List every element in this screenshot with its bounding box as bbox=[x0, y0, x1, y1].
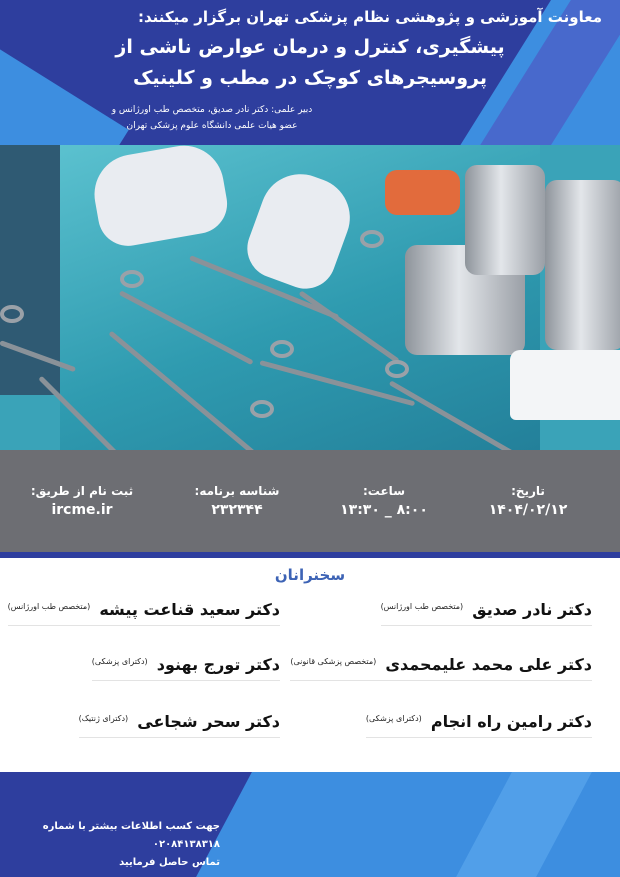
instrument-ring bbox=[0, 305, 24, 323]
footer-decor-stripe bbox=[437, 772, 602, 877]
event-title-line-2: پروسیجرهای کوچک در مطب و کلینیک bbox=[132, 67, 488, 89]
scientific-secretary bbox=[62, 102, 362, 134]
program-id-label: شناسه برنامه: bbox=[194, 484, 280, 498]
contact-phone[interactable]: ۰۲۰۸۴۱۳۸۳۱۸ bbox=[152, 839, 220, 850]
header-text bbox=[42, 8, 602, 134]
orange-tray bbox=[385, 170, 460, 215]
contact-line-1: جهت کسب اطلاعات بیشتر با شماره bbox=[42, 821, 220, 832]
speaker-name: دکتر تورج بهنود bbox=[156, 655, 280, 674]
speaker-item bbox=[92, 655, 280, 681]
instrument-ring bbox=[360, 230, 384, 248]
scientific-line-2: عضو هیات علمی دانشگاه علوم پزشکی تهران bbox=[126, 121, 298, 131]
speaker-item bbox=[381, 600, 592, 626]
header-banner bbox=[0, 0, 620, 150]
scientific-line-1: دبیر علمی: دکتر نادر صدیق، متخصص طب اورژانس و bbox=[111, 105, 313, 115]
instrument-ring bbox=[120, 270, 144, 288]
speaker-specialty: (دکترای پزشکی) bbox=[91, 657, 148, 666]
program-id-value: ۲۳۲۳۴۴ bbox=[211, 502, 263, 518]
speaker-item bbox=[366, 712, 592, 738]
surgical-instruments-photo bbox=[0, 145, 620, 450]
divider-band bbox=[0, 552, 620, 558]
speaker-name: دکتر سحر شجاعی bbox=[137, 712, 280, 731]
white-towel bbox=[510, 350, 620, 420]
register-link[interactable]: ircme.ir bbox=[51, 502, 113, 518]
speaker-item bbox=[290, 655, 592, 681]
event-title-line-1: پیشگیری، کنترل و درمان عوارض ناشی از bbox=[115, 36, 505, 58]
time-value: ۸:۰۰ _ ۱۳:۳۰ bbox=[340, 502, 428, 518]
time-info bbox=[314, 484, 454, 518]
time-label: ساعت: bbox=[362, 484, 405, 498]
date-info bbox=[458, 484, 598, 518]
speaker-name: دکتر سعید قناعت پیشه bbox=[99, 600, 280, 619]
speaker-specialty: (دکترای پزشکی) bbox=[365, 714, 422, 723]
contact-line-3: تماس حاصل فرمایید bbox=[119, 857, 220, 868]
speaker-name: دکتر علی محمد علیمحمدی bbox=[385, 655, 592, 674]
footer-band bbox=[0, 772, 620, 877]
date-label: تاریخ: bbox=[511, 484, 545, 498]
steel-cup bbox=[545, 180, 620, 350]
register-info bbox=[12, 484, 152, 518]
speaker-name: دکتر رامین راه انجام bbox=[430, 712, 592, 731]
speaker-specialty: (دکترای ژنتیک) bbox=[78, 714, 129, 723]
organizer-line: معاونت آموزشی و پژوهشی نظام پزشکی تهران برگزار میکنند: bbox=[138, 8, 602, 26]
speaker-specialty: (متخصص طب اورژانس) bbox=[7, 602, 91, 611]
register-label: ثبت نام از طریق: bbox=[30, 484, 134, 498]
speaker-name: دکتر نادر صدیق bbox=[472, 600, 592, 619]
instrument-ring bbox=[385, 360, 409, 378]
date-value: ۱۴۰۴/۰۲/۱۲ bbox=[488, 502, 568, 518]
speakers-heading: سخنرانان bbox=[274, 566, 346, 584]
program-id-info bbox=[167, 484, 307, 518]
speaker-item bbox=[8, 600, 280, 626]
contact-info bbox=[20, 818, 220, 872]
speaker-item bbox=[79, 712, 280, 738]
event-info-bar bbox=[0, 450, 620, 552]
speaker-specialty: (متخصص پزشکی قانونی) bbox=[290, 657, 377, 666]
instrument-ring bbox=[270, 340, 294, 358]
instrument-ring bbox=[250, 400, 274, 418]
steel-cup bbox=[465, 165, 545, 275]
speaker-specialty: (متخصص طب اورژانس) bbox=[380, 602, 464, 611]
